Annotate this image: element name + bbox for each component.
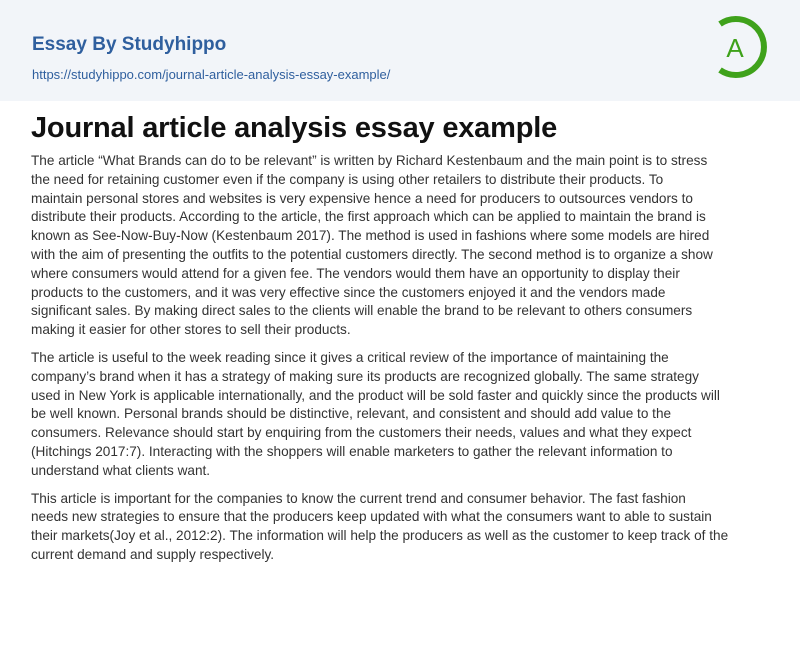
paragraph-line: The article “What Brands can do to be relevant” is written by Richard Kestenbaum and the main point is to stress [31,153,708,168]
paragraph-line: with the aim of presenting the outfits to the potential customers directly. The second method is to organize a show [31,246,713,262]
article-paragraph [31,490,791,565]
paragraph-line: distribute their products. According to the article, the first approach which can be applied to maintain the brand is [31,209,706,225]
paragraph-line: making it easier for other stores to sell their products. [31,322,351,338]
paragraph-line: understand what clients want. [31,462,211,478]
paragraph-line: their markets(Joy et al., 2012:2). The information will help the producers as well as the customer to keep track of the [31,528,729,544]
article-paragraph [31,349,791,481]
site-header [0,0,800,101]
paragraph-line: products to the customers, and it was very effective since the customers enjoyed it and the vendors made [31,284,666,300]
paragraph-line: significant sales. By making direct sales to the clients will enable the brand to be relevant to others consumers [31,303,693,319]
brand-name[interactable]: Essay By Studyhippo [32,34,227,55]
paragraph-line: company’s brand when it has a strategy of making sure its products are recognized globally. The same strategy [31,368,699,384]
article-body [31,152,791,574]
page-title: Journal article analysis essay example [31,112,557,144]
article-paragraph [31,152,791,340]
paragraph-line: This article is important for the companies to know the current trend and consumer behavior. The fast fashion [31,490,686,506]
paragraph-line: known as See-Now-Buy-Now (Kestenbaum 2017). The method is used in fashions where some models are hired [31,228,710,244]
paragraph-line: The article is useful to the week reading since it gives a critical review of the importance of maintaining the [31,349,669,365]
paragraph-line: consumers. Relevance should start by enquiring from the customers their needs, values and what they expect [31,425,692,441]
paragraph-line: where consumers would attend for a given fee. The vendors would them have an opportunity to display their [31,265,680,281]
paragraph-line: current demand and supply respectively. [31,546,275,562]
paragraph-line: be well known. Personal brands should be distinctive, relevant, and consistent and should add value to the [31,406,672,422]
svg-text:A: A [726,33,744,63]
paragraph-line: (Hitchings 2017:7). Interacting with the shoppers will enable marketers to gather the relevant information to [31,443,673,459]
paragraph-line: the need for retaining customer even if the company is using other retailers to distribute their products. To [31,171,664,187]
page-url-link[interactable]: https://studyhippo.com/journal-article-analysis-essay-example/ [32,67,391,82]
paragraph-line: needs new strategies to ensure that the producers keep updated with what the consumers want to able to sustain [31,509,712,525]
paragraph-line: used in New York is applicable internationally, and the product will be sold faster and quickly since the products will [31,387,720,403]
studyhippo-logo-icon[interactable] [710,14,772,80]
paragraph-line: maintain personal stores and websites is very expensive hence a need for producers to outsources vendors to [31,190,693,206]
